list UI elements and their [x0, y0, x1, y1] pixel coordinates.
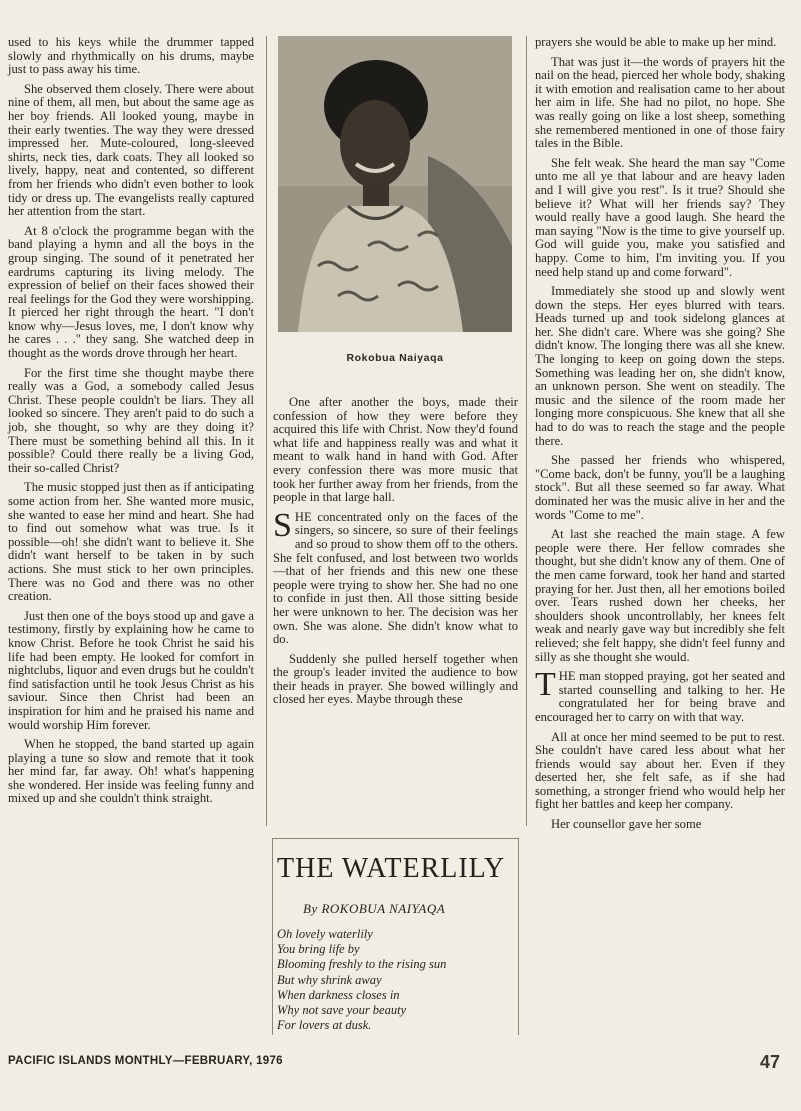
paragraph: prayers she would be able to make up her mind.	[535, 35, 777, 49]
paragraph: She passed her friends who whispered, "Come back, don't be funny, you'll be a laughing stock". But all these seemed so far away. What dominated her was the music alive in her and the words "Come to me".	[535, 453, 785, 522]
paragraph: Immediately she stood up and slowly went down the steps. Her eyes blurred with tears. Heads turned up and took sidelong glances at her. She didn't care. Where was she going? She didn't know. The longing there was all she knew. The longing to keep on going down the steps. Something was leading her on, she didn't know, an unknown person. She went on steadily. The music and the silence of the room made her longing more conspicuous. She knew that all she had to do was to reach the stage and the people there.	[535, 284, 785, 448]
paragraph: Her counsellor gave her some	[551, 817, 702, 832]
column-divider	[266, 36, 267, 826]
poem-line: But why shrink away	[277, 972, 382, 987]
paragraph: At 8 o'clock the programme began with the band playing a hymn and all the boys in the group singing. The sound of it penetrated her eardrums capturing its living melody. The expression of belief on their faces showed their real feelings for the God they were worshipping. It pierced her right through the heart. "I don't know why—Jesus loves, me, I don't know why he cares . . ." they sang. She watched deep in thought as the words drove through her heart.	[8, 223, 254, 361]
paragraph: All at once her mind seemed to be put to rest. She couldn't have cared less about what her friends would say about her. Even if they deserted her, she felt safe, as if she had something, a stronger friend who would help her fight her battles and keep her company.	[535, 729, 785, 812]
poem-line: Why not save your beauty	[277, 1003, 407, 1018]
drop-cap: T	[535, 666, 556, 704]
paragraph: The music stopped just then as if anticipating some action from her. She wanted more music, she wanted to ease her mind and heart. She had to find out somehow what was true. Is it possible—oh! she didn't want to believe it. She didn't want herself to be taken in by such actions. She must stick to her own principles. There was no God and there was no other creation.	[8, 480, 254, 604]
column-right	[535, 36, 785, 838]
poem-line: Oh lovely waterlily	[277, 927, 373, 941]
poem-line: When darkness closes in	[277, 987, 400, 1002]
drop-cap: S	[273, 506, 292, 544]
poem-lines	[273, 927, 518, 1033]
column-divider	[526, 36, 527, 826]
page-footer: PACIFIC ISLANDS MONTHLY—FEBRUARY, 1976	[8, 1055, 283, 1067]
paragraph: When he stopped, the band started up again playing a tune so slow and remote that it took her mind far, far away. Oh! what's happening she wondered. Her inside was feeling funny and mixed up and she couldn't think straight.	[8, 737, 254, 806]
author-photo	[278, 36, 512, 332]
paragraph: That was just it—the words of prayers hit the nail on the head, pierced her whole body, shaking it with emotion and realisation came to her about her aim in life. She had no pilot, no hope. She was really going on like a lost sheep, something she remembered mentioned in one of those fairy tales in the Bible.	[535, 54, 785, 151]
paragraph: THE man stopped praying, got her seated and started counselling and talking to her. He congratulated her for being brave and encouraged her to carry on with that way.	[535, 666, 785, 724]
poem-title: THE WATERLILY	[277, 853, 506, 884]
column-left	[8, 36, 254, 812]
paragraph: She observed them closely. There were about nine of them, all men, but about the same age as her boy friends. All looked young, maybe in their early twenties. The way they were dressed impressed her. Mute-coloured, long-sleeved shirts, neck ties, dark coats. They all looked so lively, happy, neat and contented, so different from her friends who didn't even bother to look tidy or dress up. The evangelists really captured her attention from the start.	[8, 81, 254, 219]
paragraph: She felt weak. She heard the man say "Come unto me all ye that labour and are heavy laden and I will give you rest". Is it true? Should she believe it? What will her friends say? They would really have a good laugh. She heard the man saying "Now is the time to give yourself up. God will guide you, make you satisfied and happy. Come to him, I'm inviting you. If you need help stand up and come forward".	[535, 155, 785, 279]
poem-line: For lovers at dusk.	[277, 1018, 372, 1033]
paragraph: One after another the boys, made their confession of how they were before they acquired this life with Christ. Now they'd found what life and happiness really was and what it meant to walk hand in hand with God. After every confession there was more music that took her further away from her friends, from the people in that large hall.	[273, 395, 518, 505]
paragraph: SHE concentrated only on the faces of the singers, so sincere, so sure of their feelings and so proud to show them off to the others. She felt confused, and lost between two worlds—that of her friends and this new one these people were trying to show her. She had no one to confide in just then. All those sitting beside her were unknown to her. The decision was her own. She was alone. She didn't know what to do.	[273, 506, 518, 647]
poem-line: You bring life by	[277, 942, 360, 957]
paragraph: At last she reached the main stage. A few people were there. Her fellow comrades she thought, but she didn't know any of them. One of the men came forward, took her hand and started praying for her. Just then, all her emotions boiled over. Tears rushed down her cheeks, her shoulders shook uncontrollably, her knees felt weak and nearly gave way but incredibly she felt relieved; she felt happy, she didn't feel funny and silly as she thought she would.	[535, 527, 785, 664]
paragraph: Just then one of the boys stood up and gave a testimony, firstly by explaining how he came to know Christ. Before he took Christ he said his life had been empty. He looked for comfort in nightclubs, liquor and even drugs but he couldn't find satisfaction until he took Jesus Christ as his saviour. Since then Christ had been an inspiration for him and he praised his name and would worship Him forever.	[8, 608, 254, 732]
photo-caption: Rokobua Naiyaqa	[346, 352, 444, 364]
paragraph: used to his keys while the drummer tapped slowly and rhythmically on his drums, maybe just to pass away his time.	[8, 35, 254, 77]
column-middle	[273, 396, 518, 713]
poem-box	[272, 838, 519, 1035]
poem-line: Blooming freshly to the rising sun	[277, 957, 447, 972]
paragraph: For the first time she thought maybe there really was a God, a somebody called Jesus Christ. These people couldn't be liars. They all looked so sincere. They aren't paid to do such a job, she thought, so why are they doing it? There must be something behind all this. In it possible? Could there really be a living God, their so-called Christ?	[8, 365, 254, 475]
poem-byline: By ROKOBUA NAIYAQA	[303, 901, 446, 916]
paragraph: Suddenly she pulled herself together when the group's leader invited the audience to bow their heads in prayer. She bowed willingly and closed her eyes. Maybe through these	[273, 651, 518, 707]
page-number: 47	[760, 1052, 781, 1072]
